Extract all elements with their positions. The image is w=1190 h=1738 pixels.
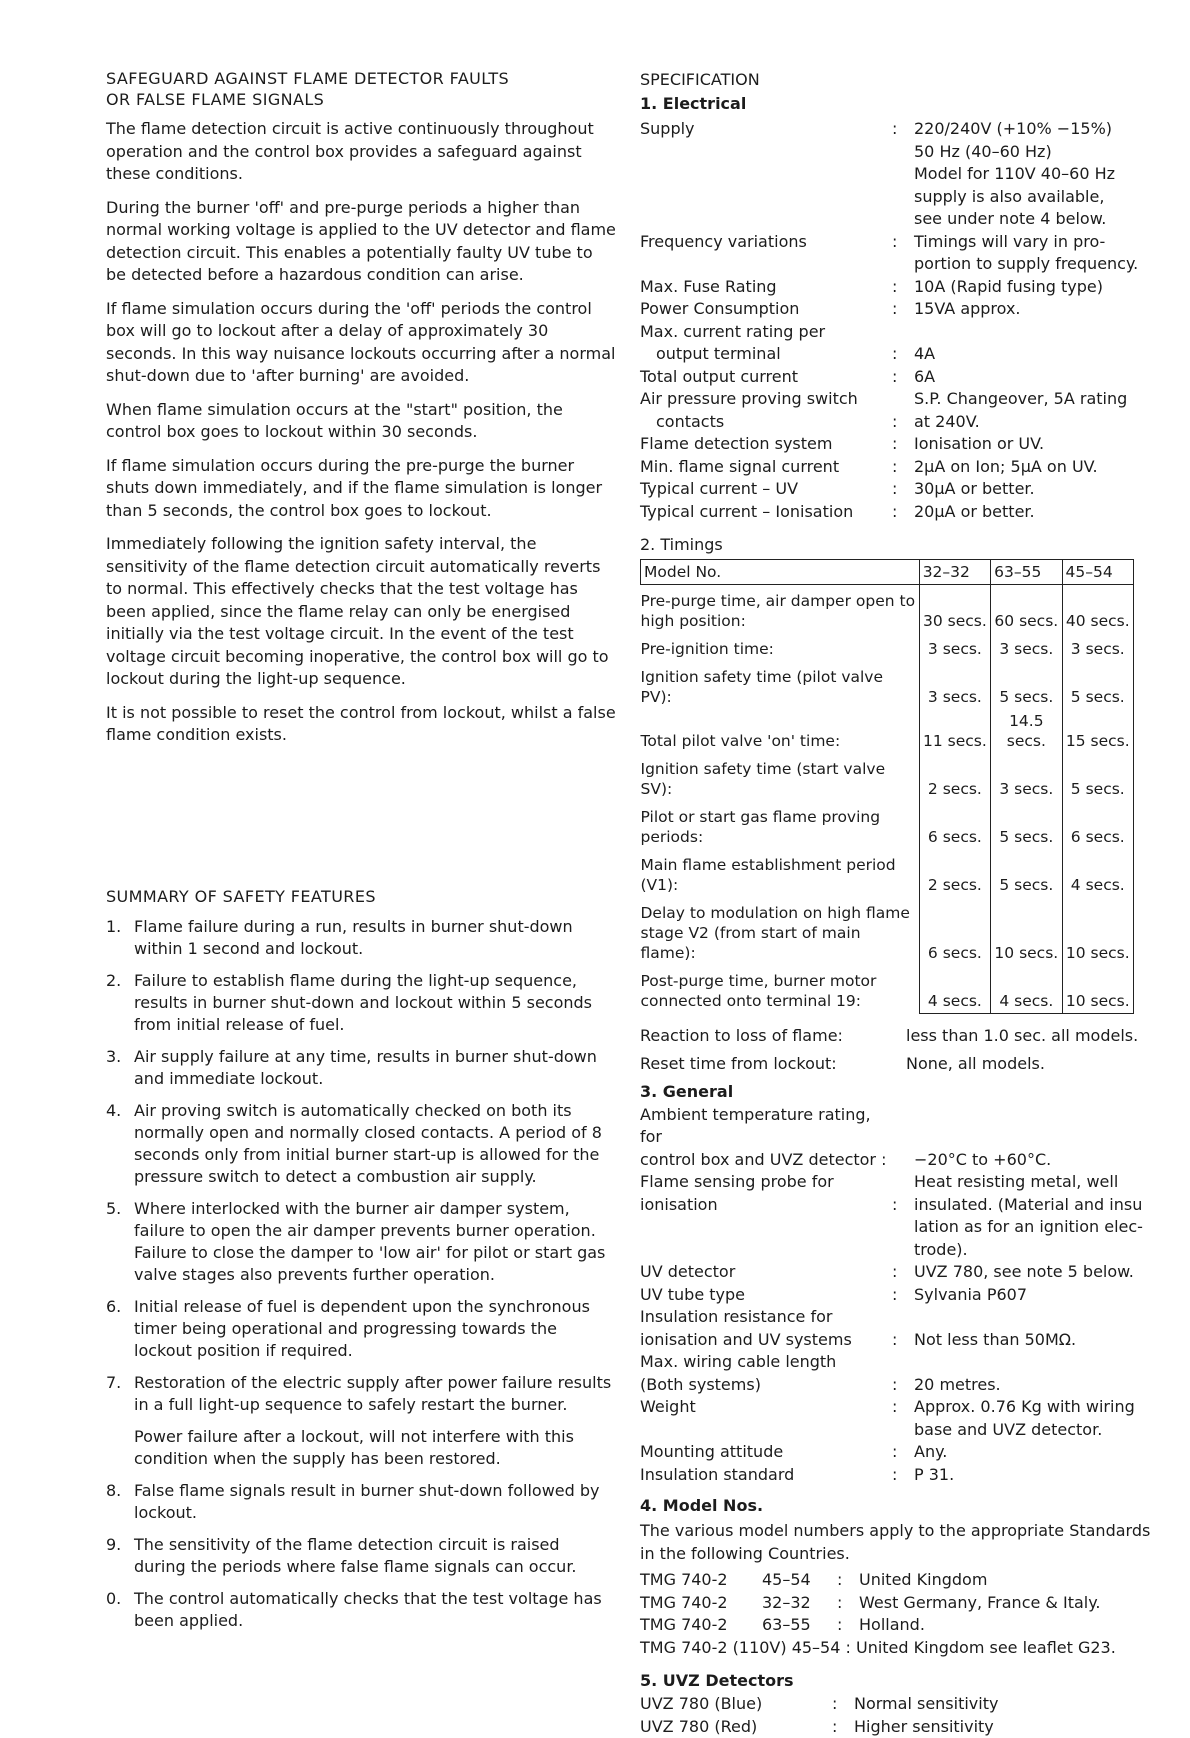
spec-label: Min. flame signal current: [640, 456, 892, 479]
timings-model-column: 32–32: [919, 560, 990, 585]
general-spec-row: [640, 1464, 1160, 1487]
spec-value: 15VA approx.: [914, 298, 1160, 321]
feature-text: Restoration of the electric supply after power failure results in a full light-up sequence to safely restart the burner.: [134, 1372, 616, 1416]
feature-number: 0.: [106, 1588, 121, 1610]
reset-label: Reset time from lockout:: [640, 1050, 906, 1078]
uvz-row: [640, 1716, 1160, 1738]
spec-label: ionisation and UV systems: [640, 1329, 892, 1352]
spec-colon: :: [892, 276, 914, 299]
feature-extra-text: Power failure after a lockout, will not interfere with this condition when the supply has been restored.: [134, 1426, 616, 1470]
uvz-sensitivity: Higher sensitivity: [854, 1716, 994, 1738]
electrical-spec-row: [640, 186, 1160, 209]
model-row: [640, 1614, 1160, 1637]
general-heading: 3. General: [640, 1080, 1160, 1104]
timings-value: 30 secs.: [919, 585, 990, 634]
electrical-spec-row: [640, 343, 1160, 366]
spec-value: [914, 321, 1160, 344]
spec-value: lation as for an ignition elec-: [914, 1216, 1160, 1239]
models-heading: 4. Model Nos.: [640, 1494, 1160, 1518]
safety-feature-item: [106, 1100, 616, 1188]
timings-row-label: Post-purge time, burner motor connected onto terminal 19:: [641, 965, 920, 1013]
spec-colon: :: [892, 366, 914, 389]
safeguard-paragraph: During the burner 'off' and pre-purge periods a higher than normal working voltage is applied to the UV detector and flame detection circuit. This enables a potentially faulty UV tube to be detected before a hazardous condition can arise.: [106, 197, 616, 287]
spec-label: Flame sensing probe for: [640, 1171, 892, 1194]
spec-value: 10A (Rapid fusing type): [914, 276, 1160, 299]
spec-label: ionisation: [640, 1194, 892, 1217]
safeguard-paragraph: The flame detection circuit is active continuously throughout operation and the control box provides a safeguard against these conditions.: [106, 118, 616, 186]
feature-text: False flame signals result in burner shut-down followed by lockout.: [134, 1480, 616, 1524]
general-spec-row: [640, 1239, 1160, 1262]
spec-value: trode).: [914, 1239, 1160, 1262]
spec-colon: :: [892, 1329, 914, 1352]
spec-label: [640, 1419, 892, 1442]
feature-text: The sensitivity of the flame detection circuit is raised during the periods where false flame signals can occur.: [134, 1534, 616, 1578]
spec-label: control box and UVZ detector :: [640, 1149, 892, 1172]
model-country: West Germany, France & Italy.: [859, 1592, 1101, 1615]
feature-number: 4.: [106, 1100, 121, 1122]
spec-value: at 240V.: [914, 411, 1160, 434]
spec-colon: :: [892, 456, 914, 479]
timings-row-label: Ignition safety time (start valve SV):: [641, 753, 920, 801]
spec-value: portion to supply frequency.: [914, 253, 1160, 276]
timings-value: 3 secs.: [919, 661, 990, 709]
timings-value: 4 secs.: [919, 965, 990, 1013]
timings-value: 10 secs.: [1062, 965, 1133, 1013]
spec-value: Approx. 0.76 Kg with wiring: [914, 1396, 1160, 1419]
spec-colon: :: [892, 1441, 914, 1464]
spec-colon: [892, 1306, 914, 1329]
timings-model-column: 63–55: [991, 560, 1062, 585]
feature-text: Initial release of fuel is dependent upon the synchronous timer being operational and progressing towards the lockout position if required.: [134, 1296, 616, 1362]
specification-heading: SPECIFICATION: [640, 68, 1160, 92]
feature-number: 5.: [106, 1198, 121, 1220]
timings-value: 3 secs.: [1062, 633, 1133, 661]
timings-heading: 2. Timings: [640, 533, 1160, 557]
electrical-spec-row: [640, 321, 1160, 344]
electrical-spec-row: [640, 478, 1160, 501]
spec-colon: :: [892, 1396, 914, 1419]
electrical-spec-row: [640, 253, 1160, 276]
spec-value: 4A: [914, 343, 1160, 366]
spec-label: Max. current rating per: [640, 321, 892, 344]
model-colon: :: [837, 1614, 859, 1637]
timings-row: [641, 633, 1134, 661]
feature-number: 1.: [106, 916, 121, 938]
spec-value: 30μA or better.: [914, 478, 1160, 501]
timings-value: 5 secs.: [991, 801, 1062, 849]
spec-colon: [892, 141, 914, 164]
spec-colon: [892, 253, 914, 276]
timings-row-label: Delay to modulation on high flame stage V2 (from start of main flame):: [641, 897, 920, 965]
model-row: [640, 1592, 1160, 1615]
uvz-colon: :: [832, 1716, 854, 1738]
spec-value: P 31.: [914, 1464, 1160, 1487]
general-spec-row: [640, 1374, 1160, 1397]
timings-value: 6 secs.: [919, 801, 990, 849]
feature-text: Air proving switch is automatically checked on both its normally open and normally closed contacts. A period of 8 seconds only from initial burner start-up is allowed for the pressure switch to detect a combustion air supply.: [134, 1100, 616, 1188]
spec-label: [640, 163, 892, 186]
general-spec-row: [640, 1329, 1160, 1352]
safety-feature-item: [106, 1046, 616, 1090]
reaction-label: Reaction to loss of flame:: [640, 1022, 906, 1050]
spec-label: Total output current: [640, 366, 892, 389]
safeguard-paragraph: It is not possible to reset the control from lockout, whilst a false flame condition exists.: [106, 702, 616, 747]
general-spec-row: [640, 1351, 1160, 1374]
model-country: United Kingdom: [859, 1569, 987, 1592]
model-name: TMG 740-2: [640, 1614, 762, 1637]
general-spec-row: [640, 1441, 1160, 1464]
spec-value: see under note 4 below.: [914, 208, 1160, 231]
timings-value: 4 secs.: [991, 965, 1062, 1013]
timings-value: 6 secs.: [919, 897, 990, 965]
spec-value: Model for 110V 40–60 Hz: [914, 163, 1160, 186]
spec-colon: [892, 1419, 914, 1442]
timings-row: [641, 897, 1134, 965]
timings-value: 10 secs.: [991, 897, 1062, 965]
feature-number: 3.: [106, 1046, 121, 1068]
timings-value: 3 secs.: [991, 753, 1062, 801]
spec-colon: :: [892, 298, 914, 321]
spec-label: Typical current – UV: [640, 478, 892, 501]
general-spec-row: [640, 1261, 1160, 1284]
spec-value: Sylvania P607: [914, 1284, 1160, 1307]
safety-feature-item: [106, 916, 616, 960]
spec-label: Typical current – Ionisation: [640, 501, 892, 524]
spec-colon: :: [892, 411, 914, 434]
timings-value: 3 secs.: [919, 633, 990, 661]
model-colon: :: [837, 1569, 859, 1592]
timings-row-label: Pre-ignition time:: [641, 633, 920, 661]
model-country: Holland.: [859, 1614, 925, 1637]
spec-label: [640, 186, 892, 209]
safety-feature-item: [106, 970, 616, 1036]
spec-colon: [892, 1104, 914, 1149]
safety-feature-item: [106, 1588, 616, 1632]
uvz-heading: 5. UVZ Detectors: [640, 1669, 1160, 1693]
spec-colon: :: [892, 1464, 914, 1487]
spec-label: Power Consumption: [640, 298, 892, 321]
timings-value: 5 secs.: [991, 661, 1062, 709]
spec-label: UV detector: [640, 1261, 892, 1284]
electrical-heading: 1. Electrical: [640, 92, 1160, 116]
spec-label: [640, 1239, 892, 1262]
uvz-row: [640, 1693, 1160, 1716]
model-row: [640, 1569, 1160, 1592]
spec-colon: [892, 186, 914, 209]
feature-number: 8.: [106, 1480, 121, 1502]
model-number: 63–55: [762, 1614, 837, 1637]
spec-value: 20 metres.: [914, 1374, 1160, 1397]
electrical-spec-row: [640, 163, 1160, 186]
timings-value: 15 secs.: [1062, 709, 1133, 753]
spec-label: [640, 1216, 892, 1239]
timings-row-label: Ignition safety time (pilot valve PV):: [641, 661, 920, 709]
electrical-spec-row: [640, 366, 1160, 389]
safeguard-heading-line2: OR FALSE FLAME SIGNALS: [106, 89, 616, 110]
spec-colon: [892, 321, 914, 344]
timings-value: 40 secs.: [1062, 585, 1133, 634]
uvz-model: UVZ 780 (Blue): [640, 1693, 832, 1716]
spec-value: 6A: [914, 366, 1160, 389]
timings-header-row: [641, 560, 1134, 585]
feature-number: 7.: [106, 1372, 121, 1394]
spec-colon: [892, 1149, 914, 1172]
timings-value: 11 secs.: [919, 709, 990, 753]
general-spec-row: [640, 1149, 1160, 1172]
spec-label: Mounting attitude: [640, 1441, 892, 1464]
uvz-colon: :: [832, 1693, 854, 1716]
spec-colon: [892, 388, 914, 411]
timings-value: 2 secs.: [919, 753, 990, 801]
spec-colon: :: [892, 501, 914, 524]
safeguard-heading-line1: SAFEGUARD AGAINST FLAME DETECTOR FAULTS: [106, 68, 616, 89]
spec-value: Ionisation or UV.: [914, 433, 1160, 456]
electrical-spec-row: [640, 456, 1160, 479]
timings-value: 14.5 secs.: [991, 709, 1062, 753]
spec-label: Ambient temperature rating, for: [640, 1104, 892, 1149]
electrical-spec-row: [640, 208, 1160, 231]
spec-value: base and UVZ detector.: [914, 1419, 1160, 1442]
spec-label: Insulation resistance for: [640, 1306, 892, 1329]
timings-value: 3 secs.: [991, 633, 1062, 661]
feature-text: The control automatically checks that the test voltage has been applied.: [134, 1588, 616, 1632]
spec-label: contacts: [640, 411, 892, 434]
general-spec-row: [640, 1194, 1160, 1217]
spec-label: (Both systems): [640, 1374, 892, 1397]
safety-feature-item: [106, 1296, 616, 1362]
spec-value: 50 Hz (40–60 Hz): [914, 141, 1160, 164]
spec-label: Insulation standard: [640, 1464, 892, 1487]
spec-colon: :: [892, 478, 914, 501]
general-spec-row: [640, 1216, 1160, 1239]
timings-model-column: 45–54: [1062, 560, 1133, 585]
timings-header-label: Model No.: [641, 560, 920, 585]
feature-number: 6.: [106, 1296, 121, 1318]
models-intro: The various model numbers apply to the appropriate Standards in the following Countries.: [640, 1520, 1160, 1565]
timings-value: 60 secs.: [991, 585, 1062, 634]
timings-row-label: Total pilot valve 'on' time:: [641, 709, 920, 753]
spec-value: [914, 1351, 1160, 1374]
timings-row: [641, 965, 1134, 1013]
spec-label: Air pressure proving switch: [640, 388, 892, 411]
spec-label: Supply: [640, 118, 892, 141]
spec-colon: :: [892, 1284, 914, 1307]
electrical-spec-row: [640, 388, 1160, 411]
timings-value: 5 secs.: [1062, 661, 1133, 709]
spec-colon: [892, 208, 914, 231]
spec-value: [914, 1306, 1160, 1329]
feature-text: Air supply failure at any time, results in burner shut-down and immediate lockout.: [134, 1046, 616, 1090]
reaction-row: [640, 1022, 1160, 1050]
safeguard-paragraph: If flame simulation occurs during the pre-purge the burner shuts down immediately, and if the flame simulation is longer than 5 seconds, the control box goes to lockout.: [106, 455, 616, 523]
electrical-spec-row: [640, 501, 1160, 524]
uvz-list: [640, 1693, 1160, 1738]
spec-colon: :: [892, 231, 914, 254]
spec-label: [640, 253, 892, 276]
spec-colon: [892, 163, 914, 186]
model-colon: :: [837, 1592, 859, 1615]
timings-row: [641, 753, 1134, 801]
spec-label: [640, 208, 892, 231]
feature-text: Flame failure during a run, results in burner shut-down within 1 second and lockout.: [134, 916, 616, 960]
spec-colon: [892, 1239, 914, 1262]
spec-colon: [892, 1216, 914, 1239]
general-spec-row: [640, 1104, 1160, 1149]
reset-value: None, all models.: [906, 1050, 1160, 1078]
spec-value: Timings will vary in pro-: [914, 231, 1160, 254]
safety-feature-item: [106, 1372, 616, 1470]
spec-colon: [892, 1351, 914, 1374]
timings-table: [640, 559, 1134, 1014]
electrical-spec-row: [640, 231, 1160, 254]
timings-row: [641, 585, 1134, 634]
spec-label: output terminal: [640, 343, 892, 366]
models-list: [640, 1569, 1160, 1637]
electrical-spec-row: [640, 411, 1160, 434]
model-number: 45–54: [762, 1569, 837, 1592]
timings-row-label: Pre-purge time, air damper open to high position:: [641, 585, 920, 634]
summary-heading: SUMMARY OF SAFETY FEATURES: [106, 886, 616, 908]
safety-feature-item: [106, 1534, 616, 1578]
general-spec-row: [640, 1171, 1160, 1194]
timings-value: 10 secs.: [1062, 897, 1133, 965]
timings-row: [641, 849, 1134, 897]
spec-value: 220/240V (+10% −15%): [914, 118, 1160, 141]
timings-value: 5 secs.: [991, 849, 1062, 897]
timings-row: [641, 709, 1134, 753]
general-spec-row: [640, 1284, 1160, 1307]
spec-colon: :: [892, 343, 914, 366]
safety-feature-item: [106, 1480, 616, 1524]
spec-label: [640, 141, 892, 164]
timings-row-label: Main flame establishment period (V1):: [641, 849, 920, 897]
feature-text: Failure to establish flame during the light-up sequence, results in burner shut-down and lockout within 5 seconds from initial release of fuel.: [134, 970, 616, 1036]
timings-row: [641, 801, 1134, 849]
general-spec-row: [640, 1396, 1160, 1419]
right-column: [640, 68, 1160, 1738]
feature-number: 2.: [106, 970, 121, 992]
spec-colon: :: [892, 1261, 914, 1284]
timings-row-label: Pilot or start gas flame proving periods:: [641, 801, 920, 849]
safety-features-list: [106, 916, 616, 1632]
general-spec-row: [640, 1306, 1160, 1329]
timings-value: 2 secs.: [919, 849, 990, 897]
timings-value: 5 secs.: [1062, 753, 1133, 801]
feature-text: Where interlocked with the burner air damper system, failure to open the air damper prevents burner operation. Failure to close the damper to 'low air' for pilot or start gas valve stages also prevents further operation.: [134, 1198, 616, 1286]
spec-value: Not less than 50MΩ.: [914, 1329, 1160, 1352]
model-name: TMG 740-2: [640, 1569, 762, 1592]
timings-row: [641, 661, 1134, 709]
spec-label: Flame detection system: [640, 433, 892, 456]
timings-value: 6 secs.: [1062, 801, 1133, 849]
safeguard-paragraph: Immediately following the ignition safety interval, the sensitivity of the flame detection circuit automatically reverts to normal. This effectively checks that the test voltage has been applied, since the flame relay can only be energised initially via the test voltage circuit. In the event of the test voltage circuit becoming inoperative, the control box will go to lockout during the light-up sequence.: [106, 533, 616, 691]
general-spec-list: [640, 1104, 1160, 1487]
spec-value: S.P. Changeover, 5A rating: [914, 388, 1160, 411]
spec-colon: :: [892, 118, 914, 141]
spec-value: UVZ 780, see note 5 below.: [914, 1261, 1160, 1284]
electrical-spec-row: [640, 118, 1160, 141]
uvz-sensitivity: Normal sensitivity: [854, 1693, 998, 1716]
safety-feature-item: [106, 1198, 616, 1286]
spec-value: [914, 1104, 1160, 1149]
spec-value: insulated. (Material and insu: [914, 1194, 1160, 1217]
spec-colon: [892, 1171, 914, 1194]
reset-row: [640, 1050, 1160, 1078]
spec-colon: :: [892, 1374, 914, 1397]
left-column: [106, 68, 616, 1642]
spec-value: 20μA or better.: [914, 501, 1160, 524]
spec-value: supply is also available,: [914, 186, 1160, 209]
spec-label: UV tube type: [640, 1284, 892, 1307]
spec-value: 2μA on Ion; 5μA on UV.: [914, 456, 1160, 479]
electrical-spec-list: [640, 118, 1160, 523]
feature-number: 9.: [106, 1534, 121, 1556]
model-number: 32–32: [762, 1592, 837, 1615]
uvz-model: UVZ 780 (Red): [640, 1716, 832, 1738]
safeguard-paragraph: When flame simulation occurs at the "start" position, the control box goes to lockout within 30 seconds.: [106, 399, 616, 444]
spec-label: Frequency variations: [640, 231, 892, 254]
models-last-row: TMG 740-2 (110V) 45–54 : United Kingdom see leaflet G23.: [640, 1637, 1160, 1660]
spec-label: Max. Fuse Rating: [640, 276, 892, 299]
general-spec-row: [640, 1419, 1160, 1442]
electrical-spec-row: [640, 141, 1160, 164]
spec-value: Any.: [914, 1441, 1160, 1464]
spec-label: Weight: [640, 1396, 892, 1419]
spec-colon: :: [892, 1194, 914, 1217]
spec-value: Heat resisting metal, well: [914, 1171, 1160, 1194]
reaction-value: less than 1.0 sec. all models.: [906, 1022, 1160, 1050]
safeguard-paragraph: If flame simulation occurs during the 'off' periods the control box will go to lockout after a delay of approximately 30 seconds. In this way nuisance lockouts occurring after a normal shut-down due to 'after burning' are avoided.: [106, 298, 616, 388]
model-name: TMG 740-2: [640, 1592, 762, 1615]
electrical-spec-row: [640, 433, 1160, 456]
timings-value: 4 secs.: [1062, 849, 1133, 897]
spec-colon: :: [892, 433, 914, 456]
spec-label: Max. wiring cable length: [640, 1351, 892, 1374]
safeguard-heading: [106, 68, 616, 110]
electrical-spec-row: [640, 276, 1160, 299]
electrical-spec-row: [640, 298, 1160, 321]
spec-value: −20°C to +60°C.: [914, 1149, 1160, 1172]
